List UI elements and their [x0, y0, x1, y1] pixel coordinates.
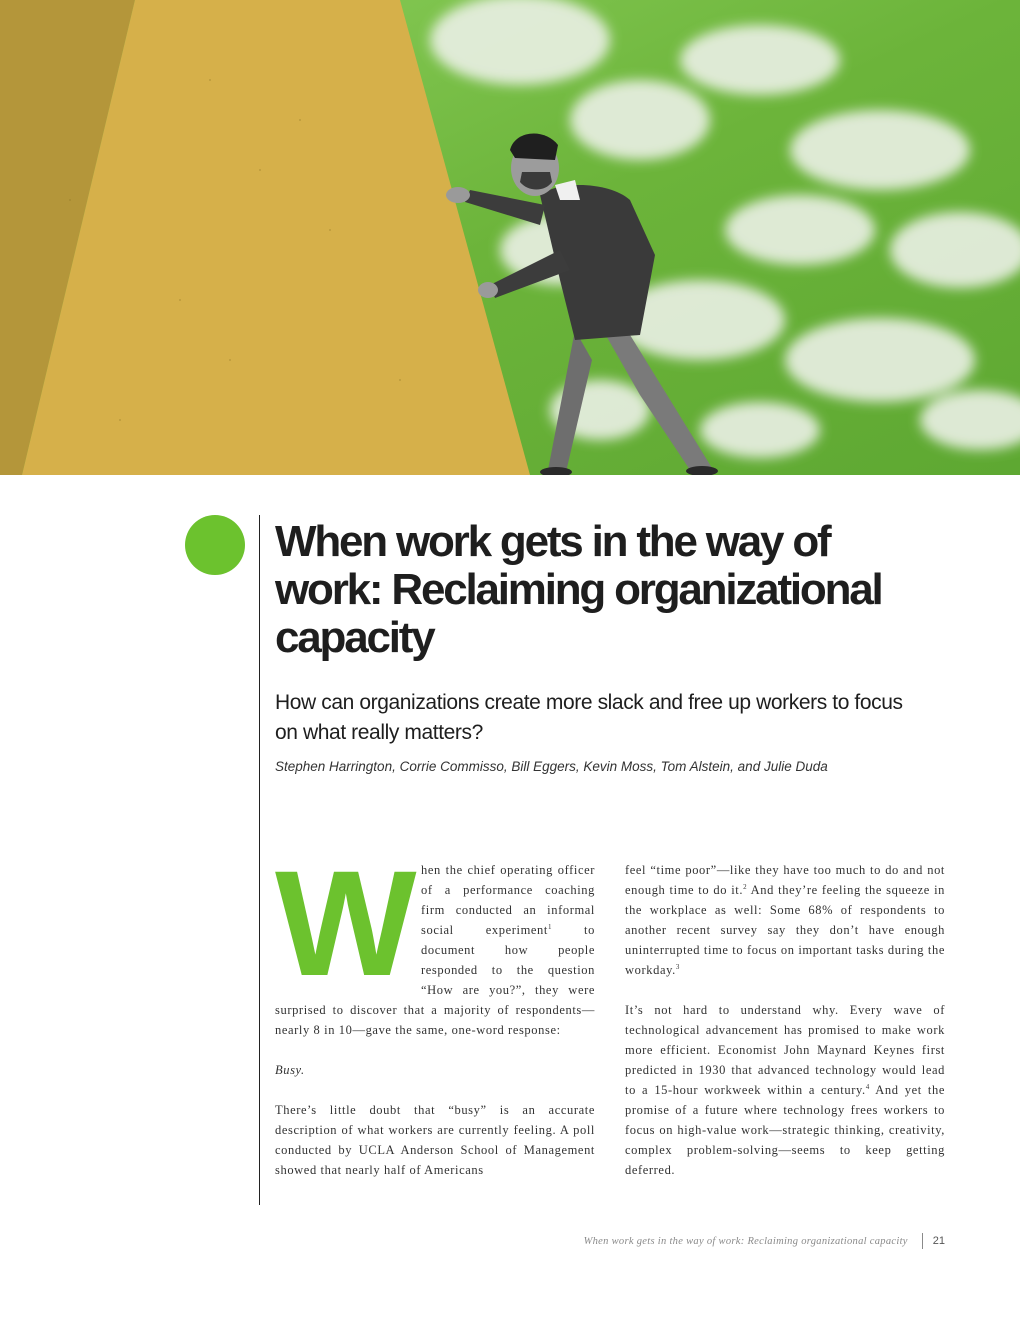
hero-image	[0, 0, 1020, 475]
paragraph-poll-text-lead: feel “time poor”—like they have too much to do and not enough time to do it.	[625, 863, 945, 897]
footnote-ref-4[interactable]: 4	[865, 1083, 870, 1091]
paragraph-busy: Busy.	[275, 1063, 305, 1077]
paragraph-technology-text: It’s not hard to understand why. Every wave of technological advancement has promised to make work more efficient. Economist John Maynard Keynes first predicted in 1930 that advanced technology would lead to a 15-hour workweek within a century.	[625, 1003, 945, 1097]
drop-cap: W	[275, 839, 409, 1007]
page-number: 21	[932, 1235, 945, 1247]
paragraph-poll-text-cont: And they’re feeling the squeeze in the workplace as well: Some 68% of respondents to another recent survey say they don’t have enough uninterrupted time to focus on important tasks during the workday.	[625, 883, 945, 977]
footnote-ref-3[interactable]: 3	[675, 963, 680, 971]
article-title: When work gets in the way of work: Reclaiming organizational capacity	[275, 517, 882, 662]
body-column-left	[275, 839, 595, 1180]
footnote-ref-2[interactable]: 2	[743, 883, 748, 891]
body-column-right	[625, 860, 945, 1200]
vertical-rule	[259, 515, 260, 1205]
paragraph-poll-text: There’s little doubt that “busy” is an accurate description of what workers are currently feeling. A poll conducted by UCLA Anderson School of Management showed that nearly half of Americans	[275, 1103, 595, 1177]
paragraph-poll	[275, 1100, 595, 1180]
footer-separator	[922, 1233, 923, 1249]
hero-illustration	[0, 0, 1020, 475]
paragraph-intro-text-cont: to document how people responded to the question “How are you?”, they were surprised to discover that a majority of respondents—nearly 8 in 10—gave the same, one-word response:	[275, 923, 595, 1037]
article-subtitle: How can organizations create more slack and free up workers to focus on what really matters?	[275, 691, 903, 744]
paragraph-intro-text: hen the chief operating officer of a performance coaching firm conducted an informal social experiment	[421, 863, 595, 937]
paragraph-technology	[625, 1000, 945, 1180]
paragraph-poll-cont	[625, 860, 945, 980]
footer-running-title: When work gets in the way of work: Reclaiming organizational capacity	[583, 1235, 908, 1247]
footnote-ref-1[interactable]: 1	[547, 923, 553, 931]
paragraph-technology-text-cont: And yet the promise of a future where technology frees workers to focus on high-value work—strategic thinking, creativity, complex problem-solving—seems to keep getting deferred.	[625, 1083, 945, 1177]
article-authors: Stephen Harrington, Corrie Commisso, Bill Eggers, Kevin Moss, Tom Alstein, and Julie Duda	[275, 759, 828, 774]
page-footer	[584, 1232, 945, 1250]
section-marker-dot	[185, 515, 245, 575]
